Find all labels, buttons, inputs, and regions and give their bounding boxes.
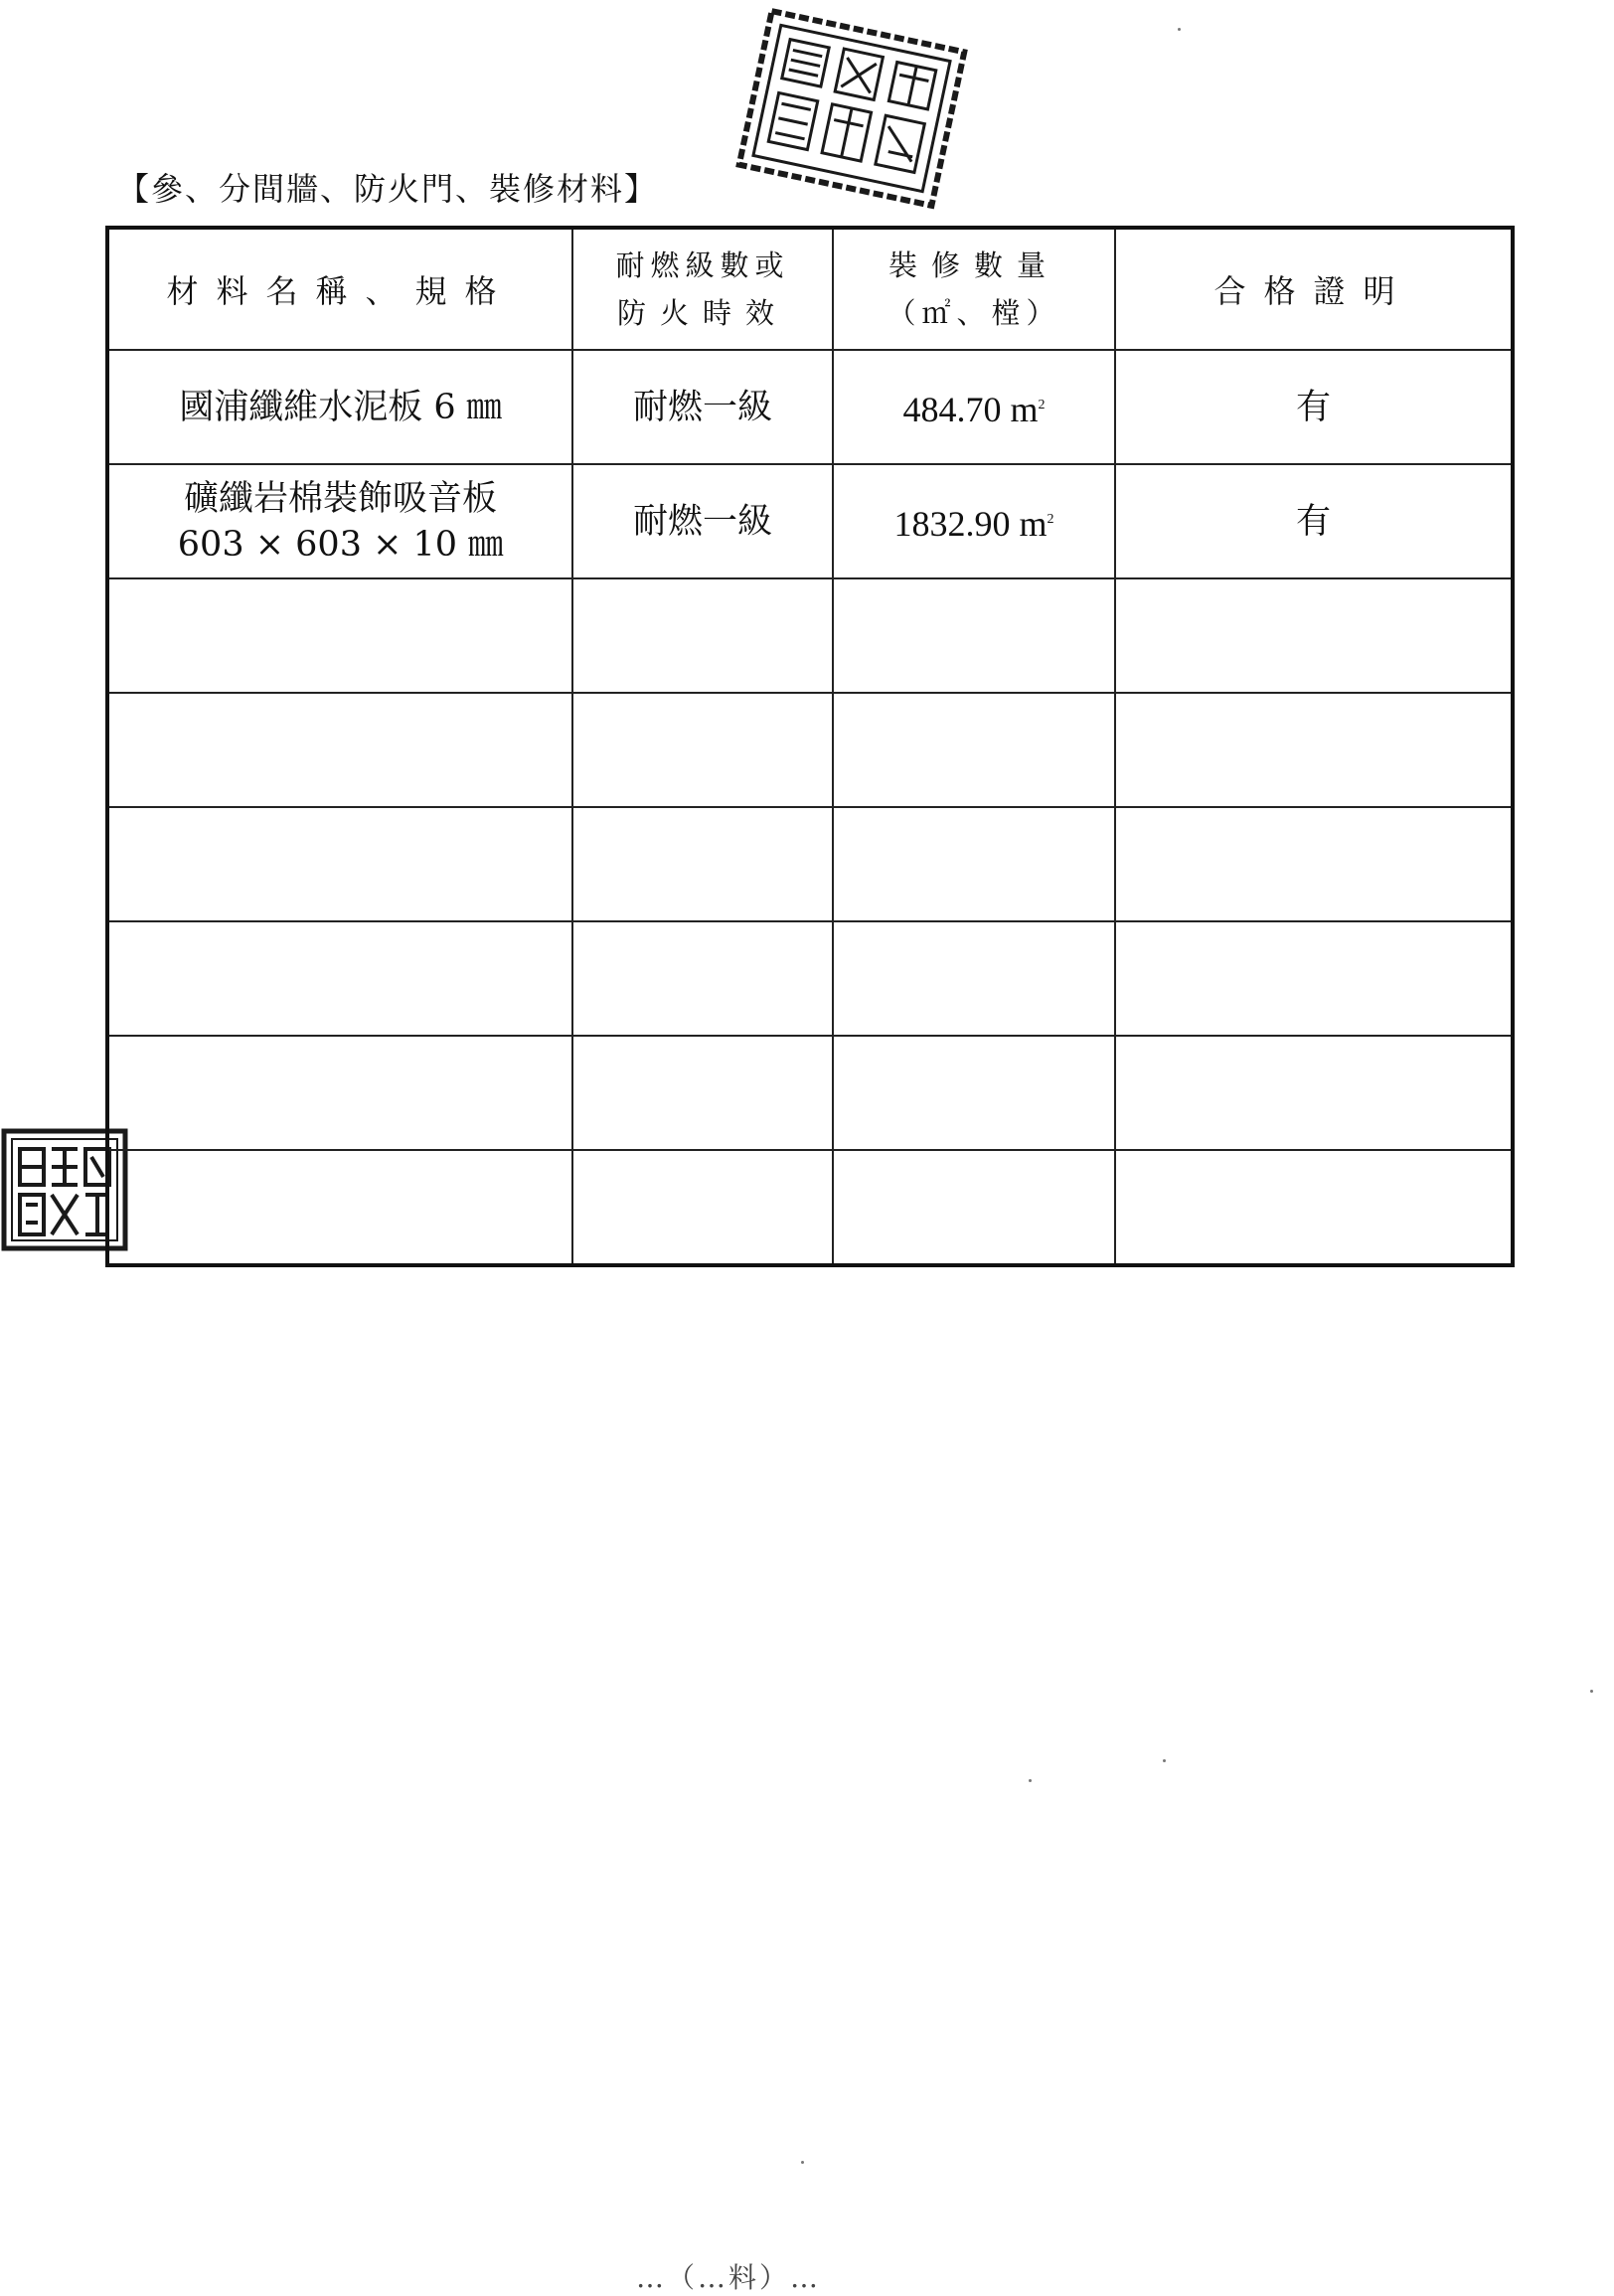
cell-quantity: 1832.90 $m^2$ <box>833 464 1115 578</box>
header-material: 材料名稱、規格 <box>107 228 572 350</box>
cell-material: 國浦纖維水泥板 6 ㎜ <box>107 350 572 464</box>
cell-rating <box>572 693 833 807</box>
cell-certificate <box>1115 807 1513 921</box>
cell-rating: 耐燃一級 <box>572 350 833 464</box>
cell-material <box>107 807 572 921</box>
cell-rating: 耐燃一級 <box>572 464 833 578</box>
cell-quantity <box>833 1036 1115 1150</box>
table-row <box>107 464 1513 578</box>
footer-text: …（…料）… <box>636 2261 822 2294</box>
cell-certificate <box>1115 921 1513 1036</box>
cell-certificate <box>1115 1150 1513 1265</box>
cell-material <box>107 1036 572 1150</box>
table-header-row <box>107 228 1513 350</box>
cell-rating <box>572 1036 833 1150</box>
seal-stamp-top <box>732 4 972 213</box>
scan-speck <box>801 2161 804 2164</box>
materials-table <box>105 226 1515 1267</box>
cell-quantity <box>833 807 1115 921</box>
cell-certificate <box>1115 1036 1513 1150</box>
cell-material <box>107 921 572 1036</box>
cell-quantity: 484.70 $m^2$ <box>833 350 1115 464</box>
cell-quantity <box>833 693 1115 807</box>
cell-rating <box>572 1150 833 1265</box>
scan-speck <box>1178 28 1181 31</box>
cell-material: 礦纖岩棉裝飾吸音板 603 × 603 × 10 ㎜ <box>107 464 572 578</box>
cell-rating <box>572 921 833 1036</box>
cell-rating <box>572 578 833 693</box>
cell-material <box>107 1150 572 1265</box>
table-row <box>107 350 1513 464</box>
cell-certificate <box>1115 693 1513 807</box>
cell-material <box>107 693 572 807</box>
table-row <box>107 1036 1513 1150</box>
scan-speck <box>1590 1690 1593 1693</box>
table-row <box>107 807 1513 921</box>
cell-certificate: 有 <box>1115 464 1513 578</box>
cell-rating <box>572 807 833 921</box>
scan-speck <box>1029 1779 1032 1782</box>
cell-quantity <box>833 578 1115 693</box>
cell-quantity <box>833 1150 1115 1265</box>
cell-certificate: 有 <box>1115 350 1513 464</box>
cell-quantity <box>833 921 1115 1036</box>
table-row <box>107 1150 1513 1265</box>
table-row <box>107 921 1513 1036</box>
scan-speck <box>1163 1759 1166 1762</box>
header-certificate: 合格證明 <box>1115 228 1513 350</box>
table-row <box>107 578 1513 693</box>
header-quantity: 裝修數量 （㎡、樘） <box>833 228 1115 350</box>
table-row <box>107 693 1513 807</box>
header-fire-rating: 耐燃級數或 防火時效 <box>572 228 833 350</box>
cell-material <box>107 578 572 693</box>
section-title: 【參、分間牆、防火門、裝修材料】 <box>117 170 659 208</box>
cell-certificate <box>1115 578 1513 693</box>
